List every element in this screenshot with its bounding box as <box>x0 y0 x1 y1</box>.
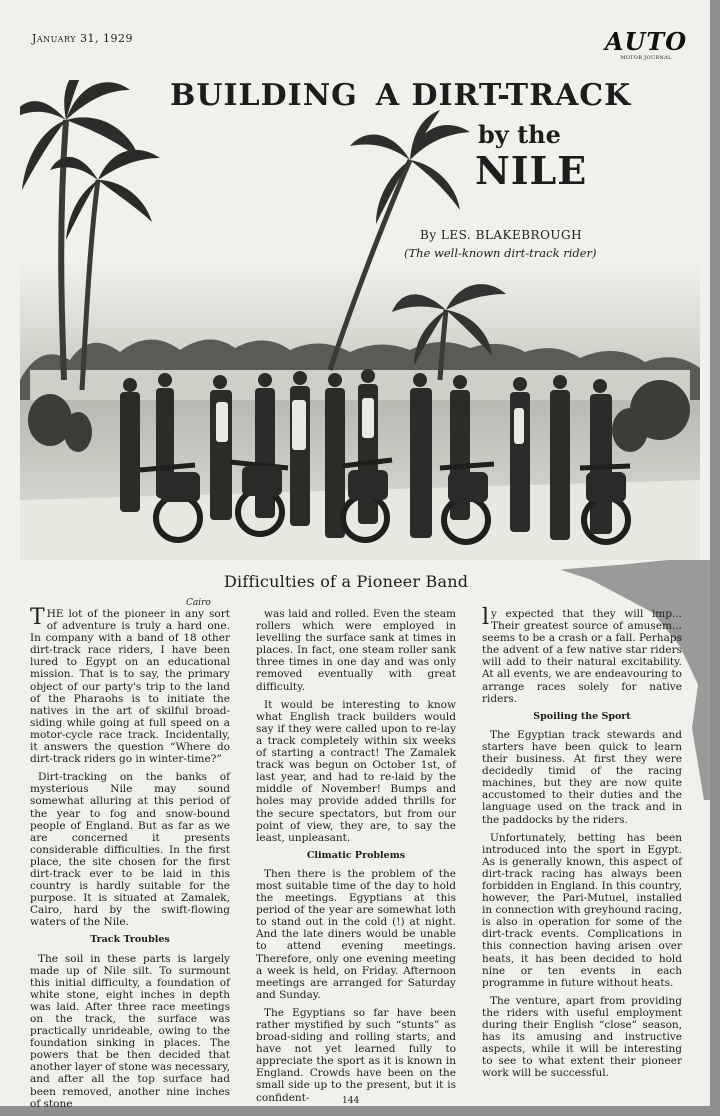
article-column-2 <box>256 608 456 1110</box>
paragraph: The Egyptian track stewards and starters have been quick to learn their business. At first they were decidedly timid of the racing machines, but they are now quite accustomed to their duties and the language used on the track and in the paddocks by the riders. <box>482 728 682 826</box>
issue-date: January 31, 1929 <box>32 32 133 45</box>
article-column-3 <box>482 605 682 1085</box>
article-column-1 <box>30 605 230 1116</box>
magazine-logo <box>600 27 692 61</box>
headline-line-3: NILE <box>475 148 588 193</box>
paragraph: was laid and rolled. Even the steam rollers which were employed in levelling the surface sank at times in places. In fact, one steam roller sank three times in one day and was only removed eventually with great difficulty. <box>256 608 456 693</box>
dateline-place: Cairo <box>186 598 211 608</box>
riders-photo <box>20 80 700 560</box>
paragraph: Then there is the problem of the most suitable time of the day to hold the meetings. Egyptians at this period of the year are somewhat loth to stand out in the cold (!) at night. And the late diners would be unable to attend evening meetings. Therefore, only one evening meeting a week is held, on Friday. Afternoon meetings are arranged for Saturday and Sunday. <box>256 867 456 1001</box>
headline-line-2: by the <box>478 120 561 149</box>
paragraph: ly expected that they will imp... Their greatest source of amusem... seems to be a crash or a fall. Perhaps the advent of a few native star riders will add to their natural excitability. At all events, we are endeavouring to arrange races solely for native riders. <box>482 605 682 705</box>
headline-word-dirt-track: A DIRT-TRACK <box>375 78 632 113</box>
subheading: Climatic Problems <box>306 849 406 861</box>
headline-line-1 <box>170 78 631 113</box>
section-heading: Difficulties of a Pioneer Band <box>224 572 469 591</box>
byline-author: By LES. BLAKEBROUGH <box>420 228 583 242</box>
logo-wordmark: AUTO <box>604 27 688 56</box>
paragraph: The soil in these parts is largely made up of Nile silt. To surmount this initial difficulty, a foundation of white stone, eight inches in depth was laid. After three race meetings on the track, the surface was practically unrideable, owing to the foundation sinking in places. The powers that be then decided that another layer of stone was necessary, and after all the top surface had been removed, another nine inches of stone <box>30 952 230 1110</box>
paragraph: THE lot of the pioneer in any sort of adventure is truly a hard one. In company with a band of 18 other dirt-track race riders, I have been lured to Egypt on an educational mission. That is to say, the primary object of our party's trip to the land of the Pharaohs is to initiate the natives in the art of skilful broad-siding while going at full speed on a motor-cycle race track. Incidentally, it answers the question “Where do dirt-track riders go in winter-time?” <box>30 605 230 766</box>
logo-subtitle: MOTOR JOURNAL <box>620 55 672 61</box>
page-number: 144 <box>342 1096 360 1106</box>
subheading: Track Troubles <box>90 934 170 946</box>
paragraph: Unfortunately, betting has been introduced into the sport in Egypt. As is generally known, this aspect of dirt-track racing has always been forbidden in England. In this country, however, the Pari-Mutuel, installed in connection with greyhound racing, is also in operation for some of the dirt-track events. Complications in this connection having arisen over heats, it has been decided to hold nine or ten events in each programme in future without heats. <box>482 831 682 989</box>
subheading: Spoiling the Sport <box>533 710 631 722</box>
paragraph: It would be interesting to know what English track builders would say if they were called upon to re-lay a track completely within six weeks of starting a contract! The Zamalek track was begun on October 1st, of last year, and had to re-laid by the middle of November! Bumps and holes may provide added thrills for the secure spectators, but from our point of view, they are, to say the least, unpleasant. <box>256 698 456 844</box>
paragraph: Dirt-tracking on the banks of mysterious Nile may sound somewhat alluring at this period of the year to fog and snow-bound people of England. But as far as we are concerned it presents considerable difficulties. In the first place, the site chosen for the first dirt-track ever to be laid in this country is hardly suitable for the purpose. It is situated at Zamalek, Cairo, hard by the swift-flowing waters of the Nile. <box>30 771 230 929</box>
headline-word-building: BUILDING <box>170 78 358 113</box>
byline-note: (The well-known dirt-track rider) <box>404 246 597 260</box>
paragraph: The Egyptians so far have been rather mystified by such “stunts” as broad-siding and rolling starts, and have not yet learned fully to appreciate the sport as it is known in England. Crowds have been on the small side up to the present, but it is confident- <box>256 1006 456 1104</box>
paragraph: The venture, apart from providing the riders with useful employment during their English “close” season, has its amusing and instructive aspects, while it will be interesting to see to what extent their pioneer work will be successful. <box>482 994 682 1080</box>
